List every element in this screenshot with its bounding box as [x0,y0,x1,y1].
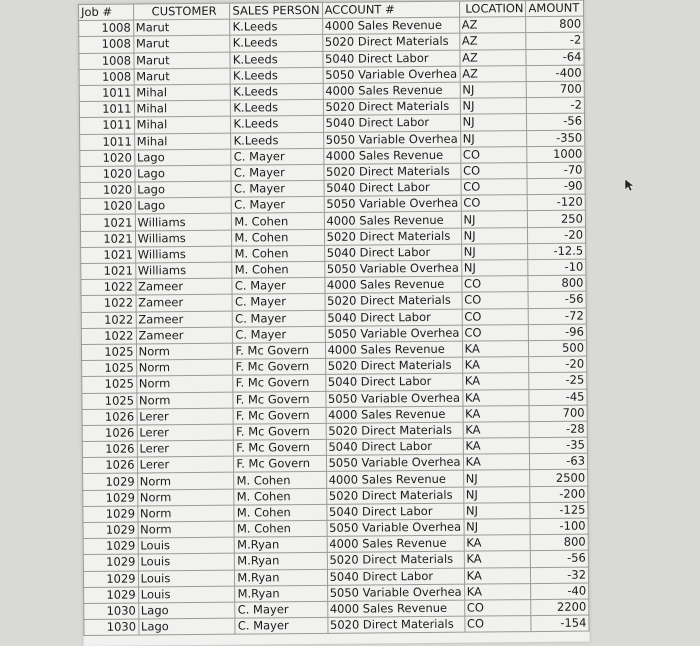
cell-location: AZ [459,33,526,50]
cell-customer: Norm [137,489,234,506]
job-ledger-table [78,0,589,636]
cell-location: CO [460,162,527,179]
cell-account: 5020 Direct Materials [323,163,460,180]
cell-job: 1011 [79,85,134,102]
cell-amount: -100 [530,518,588,535]
cell-sales-person: M. Cohen [234,472,326,489]
header-account: ACCOUNT # [322,1,459,18]
cell-job: 1011 [79,101,134,118]
cell-customer: Lerer [137,440,234,457]
cell-account: 5020 Direct Materials [324,228,461,245]
cell-amount: 500 [529,340,587,357]
cell-amount: 700 [529,405,587,422]
cell-amount: -96 [529,324,587,341]
cell-amount: -200 [530,486,588,503]
cell-job: 1022 [81,328,136,345]
cell-account: 5020 Direct Materials [325,357,462,374]
cell-customer: Norm [137,473,234,490]
cell-amount: 250 [528,211,586,228]
cell-sales-person: F. Mc Govern [233,407,325,424]
cell-account: 4000 Sales Revenue [327,600,464,617]
cell-amount: -10 [528,259,586,276]
cell-account: 4000 Sales Revenue [324,276,461,293]
cell-job: 1030 [84,619,139,636]
cell-amount: -20 [529,356,587,373]
cell-job: 1029 [83,473,138,490]
cell-account: 5050 Variable Overhea [323,131,460,148]
cell-amount: 700 [527,81,585,98]
cell-location: NJ [460,82,527,99]
cell-amount: -28 [530,421,588,438]
cell-account: 5050 Variable Overhea [327,584,464,601]
cell-sales-person: M.Ryan [235,537,327,554]
cell-sales-person: M. Cohen [232,245,324,262]
header-location: LOCATION [459,1,526,18]
cell-sales-person: K.Leeds [231,116,323,133]
cell-location: NJ [461,227,528,244]
cell-sales-person: F. Mc Govern [233,375,325,392]
cell-amount: 800 [526,16,584,33]
cell-account: 5040 Direct Labor [323,114,460,131]
cell-location: CO [460,146,527,163]
cell-job: 1026 [82,425,137,442]
cell-amount: -125 [530,502,588,519]
cell-job: 1021 [81,247,136,264]
cell-account: 5020 Direct Materials [323,98,460,115]
cell-location: CO [462,324,529,341]
cell-customer: Louis [138,554,235,571]
cell-account: 5040 Direct Labor [324,244,461,261]
cell-location: KA [464,567,531,584]
cell-location: NJ [461,260,528,277]
cell-location: NJ [460,114,527,131]
cell-customer: Lerer [137,408,234,425]
cell-location: KA [464,551,531,568]
cell-customer: Zameer [136,295,233,312]
cell-sales-person: C. Mayer [232,278,324,295]
spreadsheet-photo [78,0,590,646]
cell-account: 5020 Direct Materials [327,552,464,569]
cell-job: 1020 [80,182,135,199]
table-body [79,16,589,636]
cell-customer: Norm [136,392,233,409]
cell-job: 1021 [80,231,135,248]
cell-amount: 800 [531,534,589,551]
cell-location: NJ [464,519,531,536]
cell-sales-person: M. Cohen [232,213,324,230]
cell-amount: -64 [526,49,584,66]
cell-location: NJ [463,470,530,487]
cell-sales-person: F. Mc Govern [234,456,326,473]
cell-customer: Lago [134,149,231,166]
cell-location: CO [462,292,529,309]
cell-amount: -90 [527,178,585,195]
cell-customer: Mihal [134,84,231,101]
cell-amount: -2 [527,97,585,114]
header-sales-person: SALES PERSON [230,2,322,19]
cell-sales-person: K.Leeds [231,132,323,149]
cell-job: 1020 [80,166,135,183]
cell-job: 1008 [79,36,134,53]
cell-amount: -45 [529,389,587,406]
cell-sales-person: K.Leeds [230,19,322,36]
cell-customer: Williams [135,214,232,231]
cell-sales-person: F. Mc Govern [234,423,326,440]
cell-job: 1011 [80,134,135,151]
cell-amount: -72 [529,308,587,325]
cell-job: 1029 [83,522,138,539]
cell-account: 4000 Sales Revenue [324,212,461,229]
cell-account: 4000 Sales Revenue [323,147,460,164]
cell-sales-person: C. Mayer [231,164,323,181]
cell-sales-person: K.Leeds [230,67,322,84]
cell-location: KA [462,389,529,406]
cell-customer: Norm [136,359,233,376]
cell-job: 1020 [80,150,135,167]
cell-customer: Lago [138,618,235,635]
cell-customer: Lerer [137,424,234,441]
cell-customer: Louis [138,537,235,554]
cell-job: 1029 [83,506,138,523]
cell-amount: -400 [527,65,585,82]
cell-location: CO [461,179,528,196]
cell-customer: Lago [135,181,232,198]
cell-sales-person: C. Mayer [235,617,327,634]
cell-job: 1025 [81,344,136,361]
cell-customer: Lago [134,165,231,182]
cell-job: 1029 [83,538,138,555]
cell-sales-person: M. Cohen [232,229,324,246]
cell-amount: 800 [528,275,586,292]
cell-account: 5020 Direct Materials [326,422,463,439]
cell-job: 1026 [82,441,137,458]
cell-account: 5040 Direct Labor [324,179,461,196]
cell-account: 4000 Sales Revenue [325,341,462,358]
cell-job: 1022 [81,279,136,296]
cell-amount: -25 [529,372,587,389]
cell-sales-person: M.Ryan [235,569,327,586]
cell-customer: Norm [136,375,233,392]
cell-account: 5040 Direct Labor [326,438,463,455]
cell-job: 1025 [82,360,137,377]
cell-account: 5050 Variable Overhea [323,66,460,83]
cell-customer: Williams [135,262,232,279]
cell-sales-person: C. Mayer [233,310,325,327]
cell-account: 5040 Direct Labor [326,503,463,520]
cell-location: NJ [463,502,530,519]
cell-location: NJ [460,98,527,115]
cell-location: KA [464,583,531,600]
cell-sales-person: C. Mayer [233,326,325,343]
cell-amount: -40 [531,583,589,600]
header-amount: AMOUNT [526,0,584,17]
cell-job: 1030 [84,603,139,620]
cell-account: 5040 Direct Labor [325,373,462,390]
cell-sales-person: F. Mc Govern [234,439,326,456]
cell-customer: Zameer [136,327,233,344]
cell-sales-person: M.Ryan [235,553,327,570]
cell-account: 5020 Direct Materials [322,34,459,51]
cell-account: 5020 Direct Materials [326,487,463,504]
cell-location: NJ [463,486,530,503]
cell-customer: Williams [135,230,232,247]
cell-job: 1029 [83,490,138,507]
cell-sales-person: K.Leeds [231,83,323,100]
cell-account: 5050 Variable Overhea [325,325,462,342]
cell-amount: 2500 [530,470,588,487]
cell-account: 5050 Variable Overhea [325,390,462,407]
cell-sales-person: C. Mayer [231,148,323,165]
cell-sales-person: F. Mc Govern [233,391,325,408]
cell-sales-person: C. Mayer [232,197,324,214]
cell-job: 1008 [79,69,134,86]
cell-customer: Lago [135,197,232,214]
cell-amount: -56 [528,291,586,308]
cell-location: KA [462,357,529,374]
cell-sales-person: M. Cohen [232,261,324,278]
cell-job: 1021 [81,263,136,280]
cell-sales-person: C. Mayer [231,180,323,197]
cell-amount: -70 [527,162,585,179]
cell-account: 5020 Direct Materials [325,293,462,310]
cell-customer: Lerer [137,456,234,473]
cell-job: 1025 [82,393,137,410]
cell-sales-person: C. Mayer [235,601,327,618]
cell-account: 5050 Variable Overhea [327,519,464,536]
cell-amount: 1000 [527,146,585,163]
cell-customer: Mihal [134,116,231,133]
cell-customer: Marut [133,19,230,36]
cell-sales-person: K.Leeds [231,99,323,116]
cell-location: KA [464,535,531,552]
cell-amount: -63 [530,453,588,470]
cell-sales-person: M. Cohen [234,504,326,521]
cell-job: 1025 [82,376,137,393]
cell-account: 4000 Sales Revenue [327,535,464,552]
cell-customer: Marut [134,68,231,85]
cell-sales-person: K.Leeds [230,51,322,68]
cell-amount: -12.5 [528,243,586,260]
cell-account: 5050 Variable Overhea [324,195,461,212]
cell-amount: -32 [531,567,589,584]
cell-job: 1008 [79,20,134,37]
cell-location: KA [463,454,530,471]
cell-amount: 2200 [531,599,589,616]
cell-location: CO [464,600,531,617]
cell-customer: Marut [133,36,230,53]
cell-location: CO [464,616,531,633]
cell-account: 5040 Direct Labor [327,568,464,585]
cell-location: CO [461,195,528,212]
cell-location: KA [463,405,530,422]
cell-sales-person: M. Cohen [234,488,326,505]
cell-amount: -350 [527,130,585,147]
cell-location: AZ [460,65,527,82]
cell-job: 1026 [82,409,137,426]
cell-job: 1022 [81,312,136,329]
cell-customer: Norm [136,343,233,360]
cell-account: 5020 Direct Materials [327,616,464,633]
cell-location: CO [461,276,528,293]
cell-location: AZ [459,49,526,66]
cell-customer: Louis [138,570,235,587]
cell-amount: -2 [526,32,584,49]
cell-amount: -154 [531,615,589,632]
cell-sales-person: M. Cohen [234,520,326,537]
cell-account: 5050 Variable Overhea [324,260,461,277]
cell-sales-person: K.Leeds [230,35,322,52]
cell-account: 4000 Sales Revenue [326,406,463,423]
cell-customer: Williams [135,246,232,263]
cell-customer: Mihal [134,133,231,150]
cell-job: 1029 [83,571,138,588]
cell-job: 1029 [83,554,138,571]
cell-account: 4000 Sales Revenue [322,17,459,34]
cell-amount: -56 [527,113,585,130]
cell-account: 4000 Sales Revenue [326,471,463,488]
cell-location: NJ [461,211,528,228]
cell-amount: -56 [531,550,589,567]
cell-sales-person: F. Mc Govern [233,342,325,359]
cell-location: KA [463,438,530,455]
cell-job: 1029 [84,587,139,604]
cell-location: NJ [460,130,527,147]
cell-location: CO [462,308,529,325]
cell-job: 1011 [79,117,134,134]
mouse-pointer-icon [624,178,636,192]
cell-customer: Norm [137,505,234,522]
cell-job: 1022 [81,295,136,312]
cell-account: 4000 Sales Revenue [323,82,460,99]
cell-location: KA [462,341,529,358]
cell-customer: Zameer [136,311,233,328]
cell-location: AZ [459,17,526,34]
header-job: Job # [79,4,134,21]
cell-account: 5050 Variable Overhea [326,454,463,471]
cell-location: KA [462,373,529,390]
cell-job: 1020 [80,198,135,215]
cell-account: 5040 Direct Labor [322,50,459,67]
cell-amount: -20 [528,227,586,244]
cell-amount: -120 [528,194,586,211]
cell-customer: Louis [138,586,235,603]
cell-account: 5040 Direct Labor [325,309,462,326]
cell-customer: Lago [138,602,235,619]
cell-location: KA [463,421,530,438]
header-customer: CUSTOMER [133,3,230,20]
cell-job: 1008 [79,53,134,70]
cell-sales-person: F. Mc Govern [233,358,325,375]
cell-location: NJ [461,243,528,260]
cell-job: 1026 [82,457,137,474]
cell-sales-person: M.Ryan [235,585,327,602]
cell-customer: Norm [138,521,235,538]
cell-customer: Mihal [134,100,231,117]
cell-customer: Zameer [135,278,232,295]
cell-amount: -35 [530,437,588,454]
cell-customer: Marut [133,52,230,69]
cell-job: 1021 [80,214,135,231]
cell-sales-person: C. Mayer [232,294,324,311]
